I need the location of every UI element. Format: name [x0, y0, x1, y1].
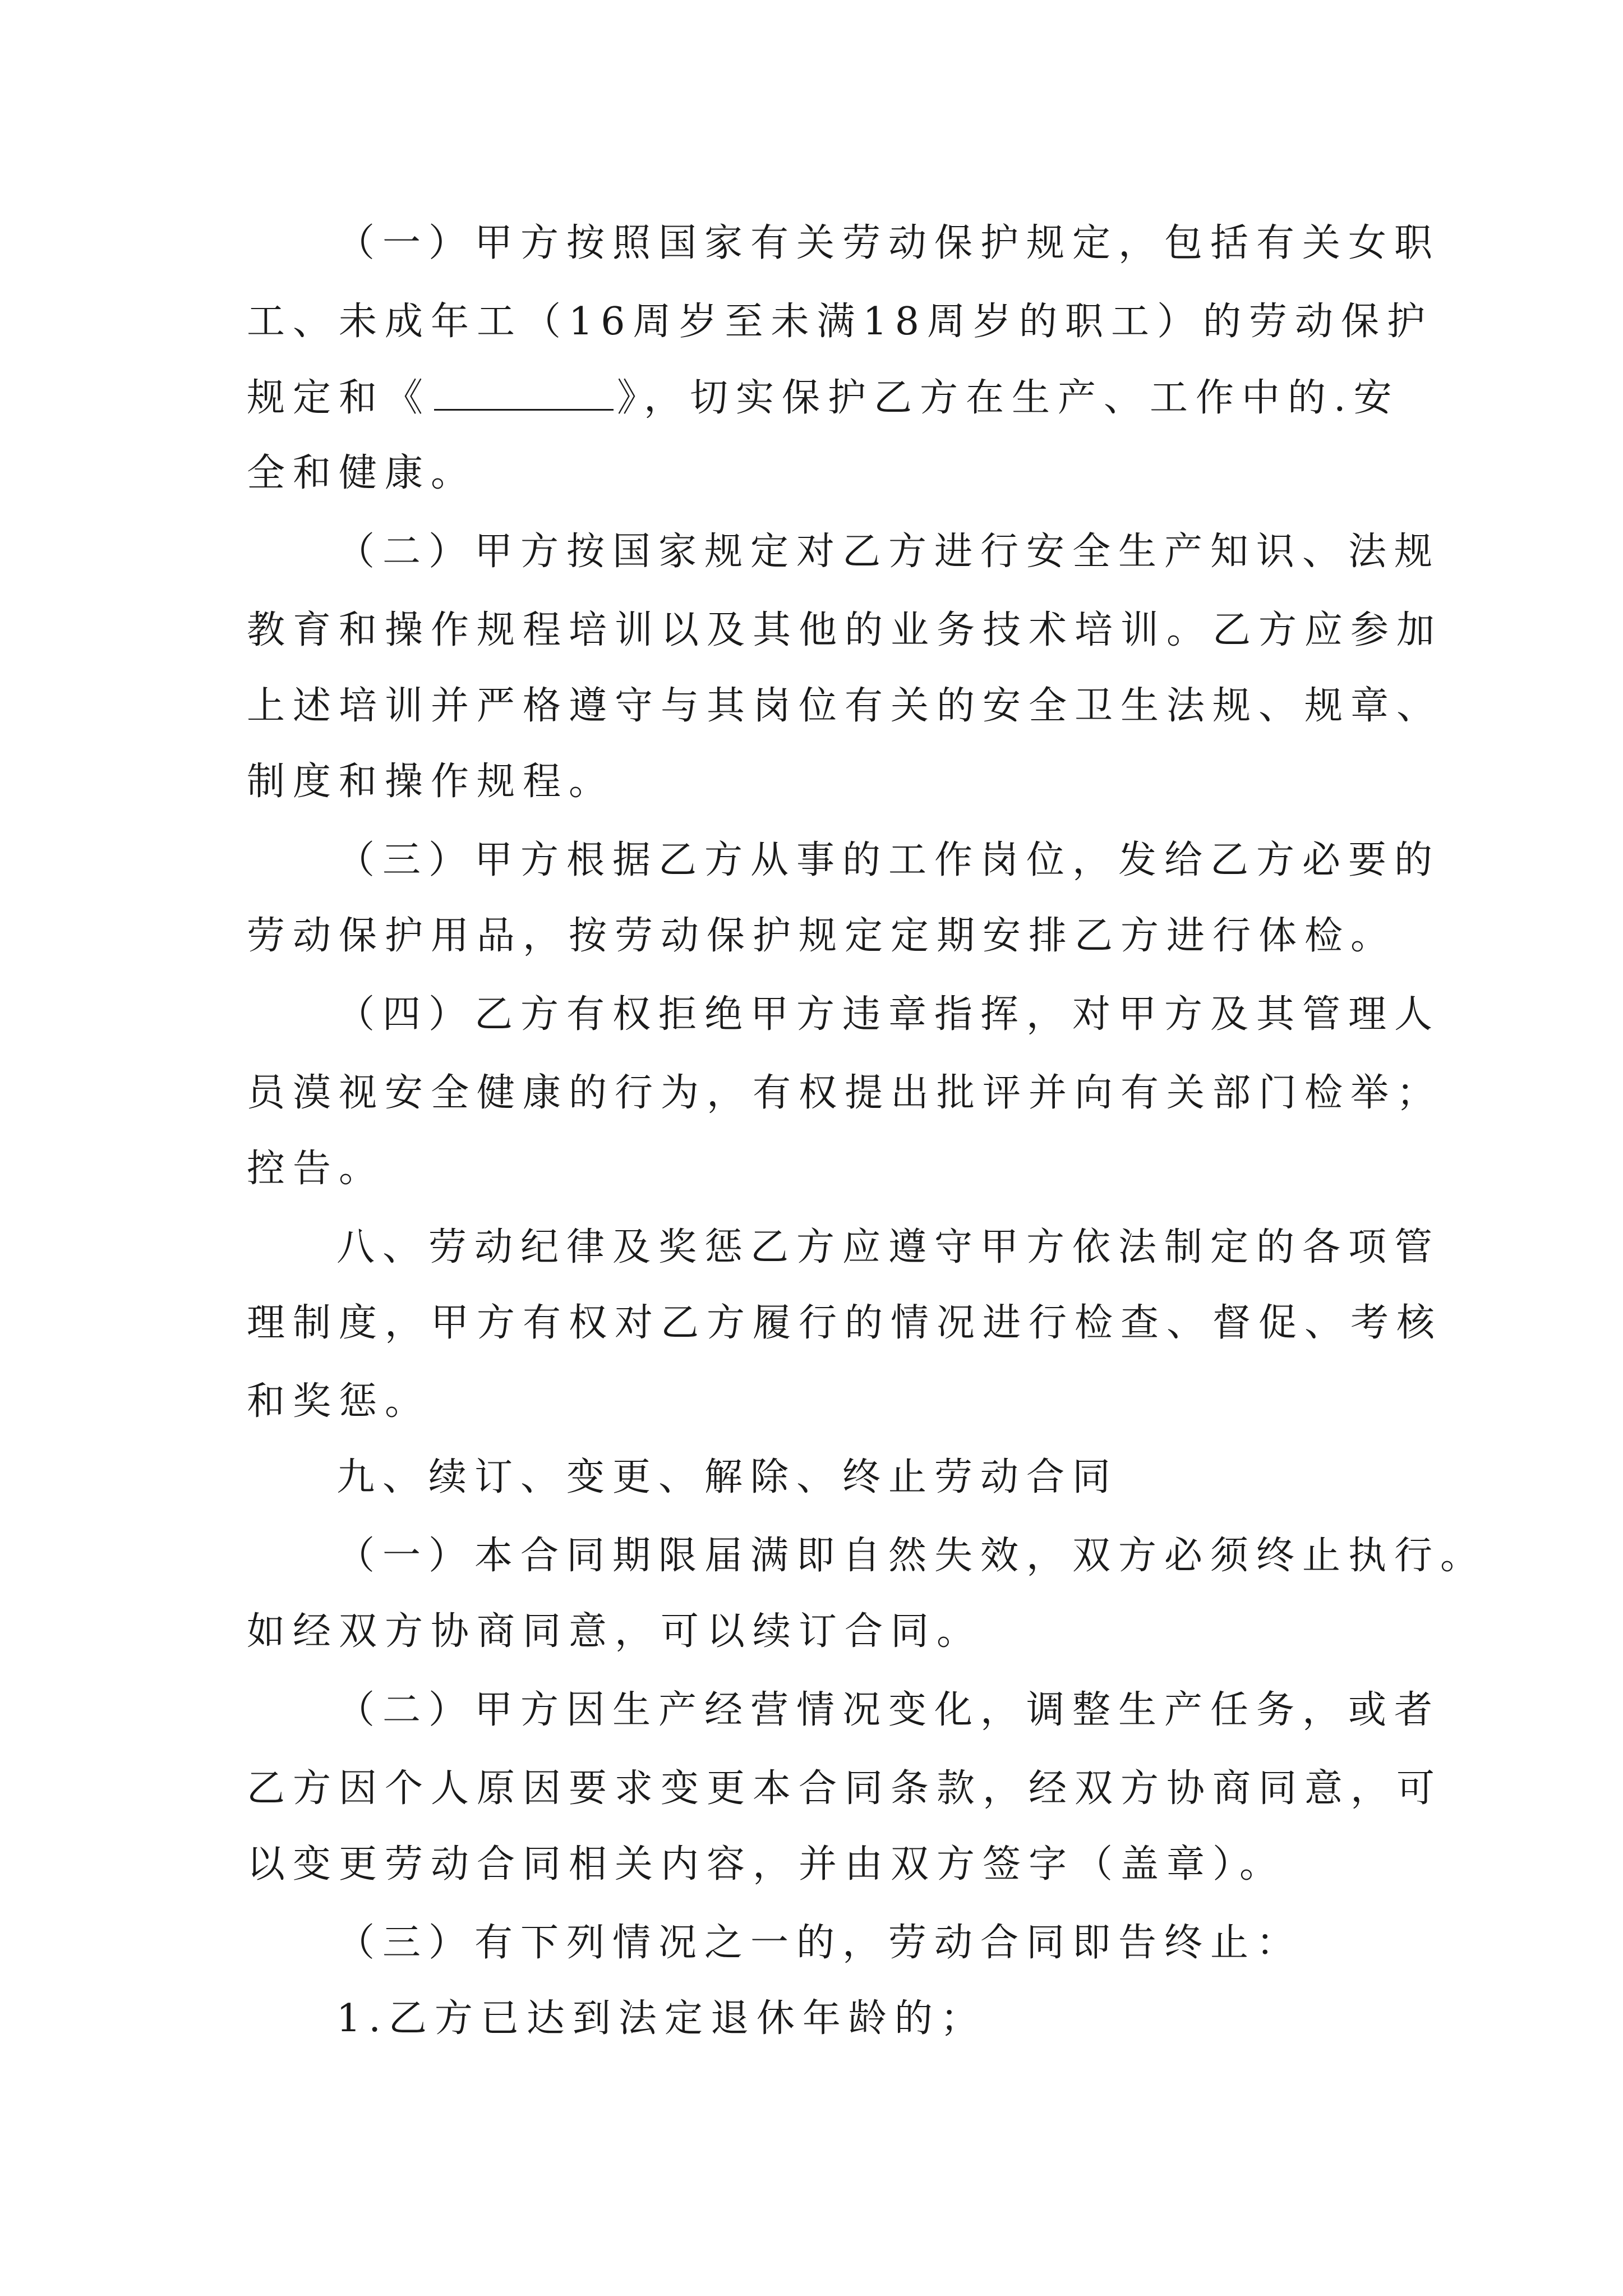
- text-line: （四）乙方有权拒绝甲方违章指挥，对甲方及其管理人: [336, 992, 1441, 1037]
- text-line: （二）甲方按国家规定对乙方进行安全生产知识、法规: [336, 530, 1441, 574]
- text-line: 上述培训并严格遵守与其岗位有关的安全卫生法规、规章、: [247, 684, 1443, 728]
- text-line-with-blank: [247, 376, 1400, 420]
- text-line: 教育和操作规程培训以及其他的业务技术培训。乙方应参加: [247, 608, 1443, 652]
- text-line: 以变更劳动合同相关内容，并由双方签字（盖章）。: [247, 1842, 1286, 1887]
- text-line: 制度和操作规程。: [247, 760, 615, 804]
- text-line: （三）甲方根据乙方从事的工作岗位，发给乙方必要的: [336, 838, 1441, 882]
- text-line: （一）本合同期限届满即自然失效，双方必须终止执行。: [336, 1534, 1487, 1578]
- list-item: 1.乙方已达到法定退休年龄的；: [336, 1996, 986, 2041]
- text-line: （二）甲方因生产经营情况变化，调整生产任务，或者: [336, 1688, 1441, 1732]
- text-line: 员漠视安全健康的行为，有权提出批评并向有关部门检举；: [247, 1071, 1443, 1115]
- text-segment: 》，切实保护乙方在生产、工作中的.安: [617, 376, 1400, 420]
- text-line: 和奖惩。: [247, 1379, 431, 1424]
- text-line: 工、未成年工（16周岁至未满18周岁的职工）的劳动保护: [247, 300, 1433, 344]
- text-line: 如经双方协商同意，可以续订合同。: [247, 1609, 983, 1654]
- text-line: 乙方因个人原因要求变更本合同条款，经双方协商同意，可: [247, 1766, 1443, 1811]
- text-line: 控告。: [247, 1147, 385, 1191]
- text-line: 理制度，甲方有权对乙方履行的情况进行检查、督促、考核: [247, 1301, 1443, 1345]
- text-line: 全和健康。: [247, 451, 477, 495]
- text-line: （三）有下列情况之一的，劳动合同即告终止：: [336, 1921, 1303, 1965]
- text-line: 劳动保护用品，按劳动保护规定定期安排乙方进行体检。: [247, 914, 1397, 958]
- text-line: （一）甲方按照国家有关劳动保护规定，包括有关女职: [336, 221, 1441, 265]
- fill-in-blank[interactable]: [434, 379, 614, 411]
- section-heading: 九、续订、变更、解除、终止劳动合同: [336, 1455, 1119, 1499]
- text-segment: 规定和《: [247, 376, 431, 420]
- text-line: 八、劳动纪律及奖惩乙方应遵守甲方依法制定的各项管: [336, 1225, 1441, 1269]
